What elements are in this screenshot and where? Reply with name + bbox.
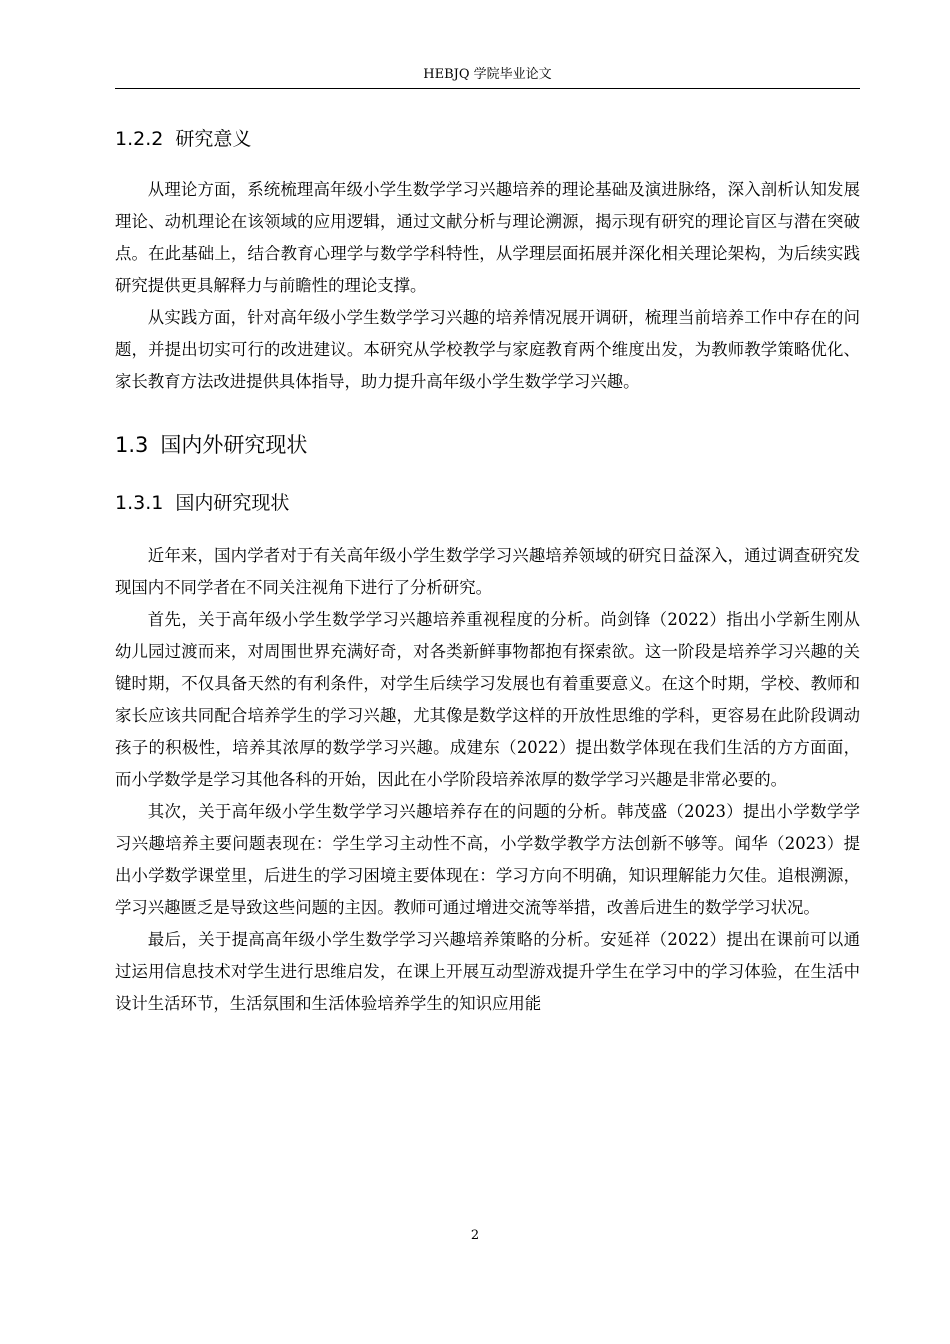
paragraph-practice: 从实践方面，针对高年级小学生数学学习兴趣的培养情况展开调研，梳理当前培养工作中存在的问题，并提出切实可行的改进建议。本研究从学校教学与家庭教育两个维度出发，为教师教学策略优化、家长教育方法改进提供具体指导，助力提升高年级小学生数学学习兴趣。: [115, 308, 860, 391]
section-title: 国内研究现状: [175, 492, 290, 514]
section-title: 国内外研究现状: [160, 433, 308, 457]
paragraph-last: 最后，关于提高高年级小学生数学学习兴趣培养策略的分析。安延祥（2022）提出在课前可以通过运用信息技术对学生进行思维启发，在课上开展互动型游戏提升学生在学习中的学习体验，在生活中设计生活环节，生活氛围和生活体验培养学生的知识应用能: [115, 930, 860, 1013]
section-number: 1.3: [115, 433, 149, 457]
section-title: 研究意义: [175, 128, 252, 150]
section-number: 1.3.1: [115, 492, 164, 514]
paragraph-first: 首先，关于高年级小学生数学学习兴趣培养重视程度的分析。尚剑锋（2022）指出小学新生刚从幼儿园过渡而来，对周围世界充满好奇，对各类新鲜事物都抱有探索欲。这一阶段是培养学习兴趣的关键时期，不仅具备天然的有利条件，对学生后续学习发展也有着重要意义。在这个时期，学校、教师和家长应该共同配合培养学生的学习兴趣，尤其像是数学这样的开放性思维的学科，更容易在此阶段调动孩子的积极性，培养其浓厚的数学学习兴趣。成建东（2022）提出数学体现在我们生活的方方面面，而小学数学是学习其他各科的开始，因此在小学阶段培养浓厚的数学学习兴趣是非常必要的。: [115, 610, 860, 789]
running-header: HEBJQ 学院毕业论文: [115, 64, 860, 89]
paragraph-theory: 从理论方面，系统梳理高年级小学生数学学习兴趣培养的理论基础及演进脉络，深入剖析认知发展理论、动机理论在该领域的应用逻辑，通过文献分析与理论溯源，揭示现有研究的理论盲区与潜在突破点。在此基础上，结合教育心理学与数学学科特性，从学理层面拓展并深化相关理论架构，为后续实践研究提供更具解释力与前瞻性的理论支撑。: [115, 180, 860, 295]
paragraph-intro: 近年来，国内学者对于有关高年级小学生数学学习兴趣培养领域的研究日益深入，通过调查研究发现国内不同学者在不同关注视角下进行了分析研究。: [115, 546, 860, 597]
section-heading-1-3: [115, 428, 860, 462]
page-number: 2: [470, 1228, 480, 1243]
page-body: [115, 100, 860, 1020]
paragraph-second: 其次，关于高年级小学生数学学习兴趣培养存在的问题的分析。韩茂盛（2023）提出小学数学学习兴趣培养主要问题表现在：学生学习主动性不高，小学数学教学方法创新不够等。闻华（2023）提出小学数学课堂里，后进生的学习困境主要体现在：学习方向不明确，知识理解能力欠佳。追根溯源，学习兴趣匮乏是导致这些问题的主因。教师可通过增进交流等举措，改善后进生的数学学习状况。: [115, 802, 860, 917]
section-number: 1.2.2: [115, 128, 164, 150]
section-heading-1-2-2: [115, 124, 860, 154]
section-heading-1-3-1: [115, 488, 860, 518]
